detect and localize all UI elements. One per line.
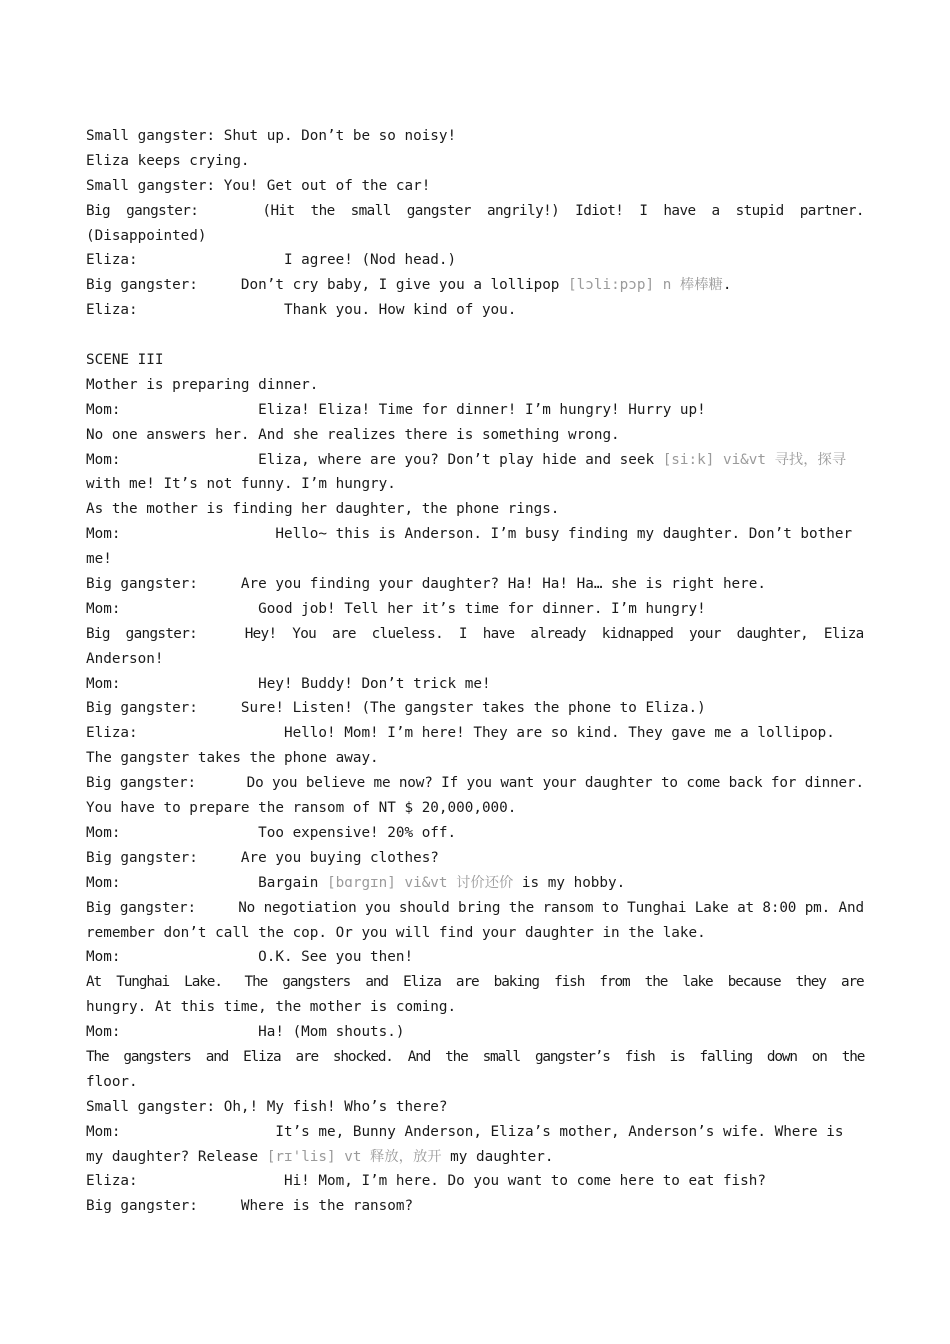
text-line: Eliza: I agree! (Nod head.) — [86, 252, 457, 269]
line-text: Mom: Bargain — [86, 874, 328, 891]
text-line: Small gangster: Shut up. Don’t be so noisy! — [86, 128, 457, 144]
text-line: Mother is preparing dinner. — [86, 376, 319, 393]
text-line: me! — [86, 551, 112, 568]
text-line: floor. — [86, 1073, 138, 1090]
text-line: remember don’t call the cop. Or you will find your daughter in the lake. — [86, 924, 706, 941]
text-line: hungry. At this time, the mother is coming. — [86, 999, 457, 1016]
line-text: Mom: Eliza, where are you? Don’t play hide and seek — [86, 451, 663, 468]
line-text: is my hobby. — [513, 874, 626, 891]
text-line: No one answers her. And she realizes there is something wrong. — [86, 426, 620, 443]
text-line: Mom: Too expensive! 20% off. — [86, 824, 457, 841]
text-line: Big gangster: Where is the ransom? — [86, 1198, 414, 1215]
text-line: The gangster takes the phone away. — [86, 750, 379, 767]
text-line: Anderson! — [86, 650, 164, 667]
text-line: Mom: Hello~ this is Anderson. I’m busy finding my daughter. Don’t bother — [86, 526, 853, 543]
text-line: Mom: O.K. See you then! — [86, 949, 414, 966]
text-line: Eliza: Hello! Mom! I’m here! They are so kind. They gave me a lollipop. — [86, 725, 835, 742]
text-line: Big gangster: Hey! You are clueless. I have already kidnapped your daughter, Eliza — [86, 625, 864, 642]
vocabulary-gloss: [bɑrgɪn] vi&vt 讨价还价 — [327, 874, 514, 891]
line-text: my daughter? Release — [86, 1148, 267, 1165]
text-line: You have to prepare the ransom of NT $ 20,000,000. — [86, 800, 517, 817]
text-line-with-gloss — [86, 448, 864, 473]
text-line: SCENE III — [86, 352, 164, 369]
text-line: Mom: Good job! Tell her it’s time for dinner. I’m hungry! — [86, 600, 706, 617]
text-line: Small gangster: Oh,! My fish! Who’s there? — [86, 1098, 448, 1115]
text-line: As the mother is finding her daughter, the phone rings. — [86, 501, 560, 518]
text-line: Small gangster: You! Get out of the car! — [86, 177, 431, 194]
text-line-with-gloss — [86, 1145, 864, 1170]
text-line: Mom: It’s me, Bunny Anderson, Eliza’s mother, Anderson’s wife. Where is — [86, 1123, 844, 1140]
text-line: Big gangster: No negotiation you should bring the ransom to Tunghai Lake at 8:00 pm. And — [86, 899, 864, 916]
line-text: Big gangster: Don’t cry baby, I give you a lollipop — [86, 277, 569, 294]
text-line: Big gangster: (Hit the small gangster angrily!) Idiot! I have a stupid partner. — [86, 202, 864, 219]
text-line: Eliza: Thank you. How kind of you. — [86, 302, 517, 319]
text-line: Big gangster: Are you finding your daughter? Ha! Ha! Ha… she is right here. — [86, 576, 766, 593]
text-line: with me! It’s not funny. I’m hungry. — [86, 476, 396, 493]
text-line: The gangsters and Eliza are shocked. And the small gangster’s fish is falling down on the — [86, 1048, 865, 1065]
text-line-with-gloss — [86, 273, 864, 298]
line-text: my daughter. — [441, 1148, 554, 1165]
text-line: Big gangster: Are you buying clothes? — [86, 849, 439, 866]
vocabulary-gloss: [rɪ'lis] vt 释放，放开 — [266, 1148, 442, 1165]
text-line: Big gangster: Sure! Listen! (The gangster takes the phone to Eliza.) — [86, 700, 706, 717]
text-line: Big gangster: Do you believe me now? If you want your daughter to come back for dinner. — [86, 775, 864, 792]
line-text: . — [722, 277, 732, 294]
text-line-with-gloss — [86, 871, 864, 896]
vocabulary-gloss: [si:k] vi&vt 寻找，探寻 — [662, 451, 847, 468]
text-line: Mom: Hey! Buddy! Don’t trick me! — [86, 675, 491, 692]
text-line: Mom: Ha! (Mom shouts.) — [86, 1024, 405, 1041]
document-body — [86, 124, 864, 1219]
text-line: Mom: Eliza! Eliza! Time for dinner! I’m hungry! Hurry up! — [86, 401, 706, 418]
text-line: Eliza: Hi! Mom, I’m here. Do you want to come here to eat fish? — [86, 1173, 766, 1190]
text-line: At Tunghai Lake. The gangsters and Eliza are baking fish from the lake because they are — [86, 974, 864, 991]
text-line: (Disappointed) — [86, 227, 207, 244]
text-line: Eliza keeps crying. — [86, 152, 250, 169]
vocabulary-gloss: [lɔli:pɔp] n 棒棒糖 — [568, 277, 723, 294]
blank-line — [86, 323, 864, 348]
